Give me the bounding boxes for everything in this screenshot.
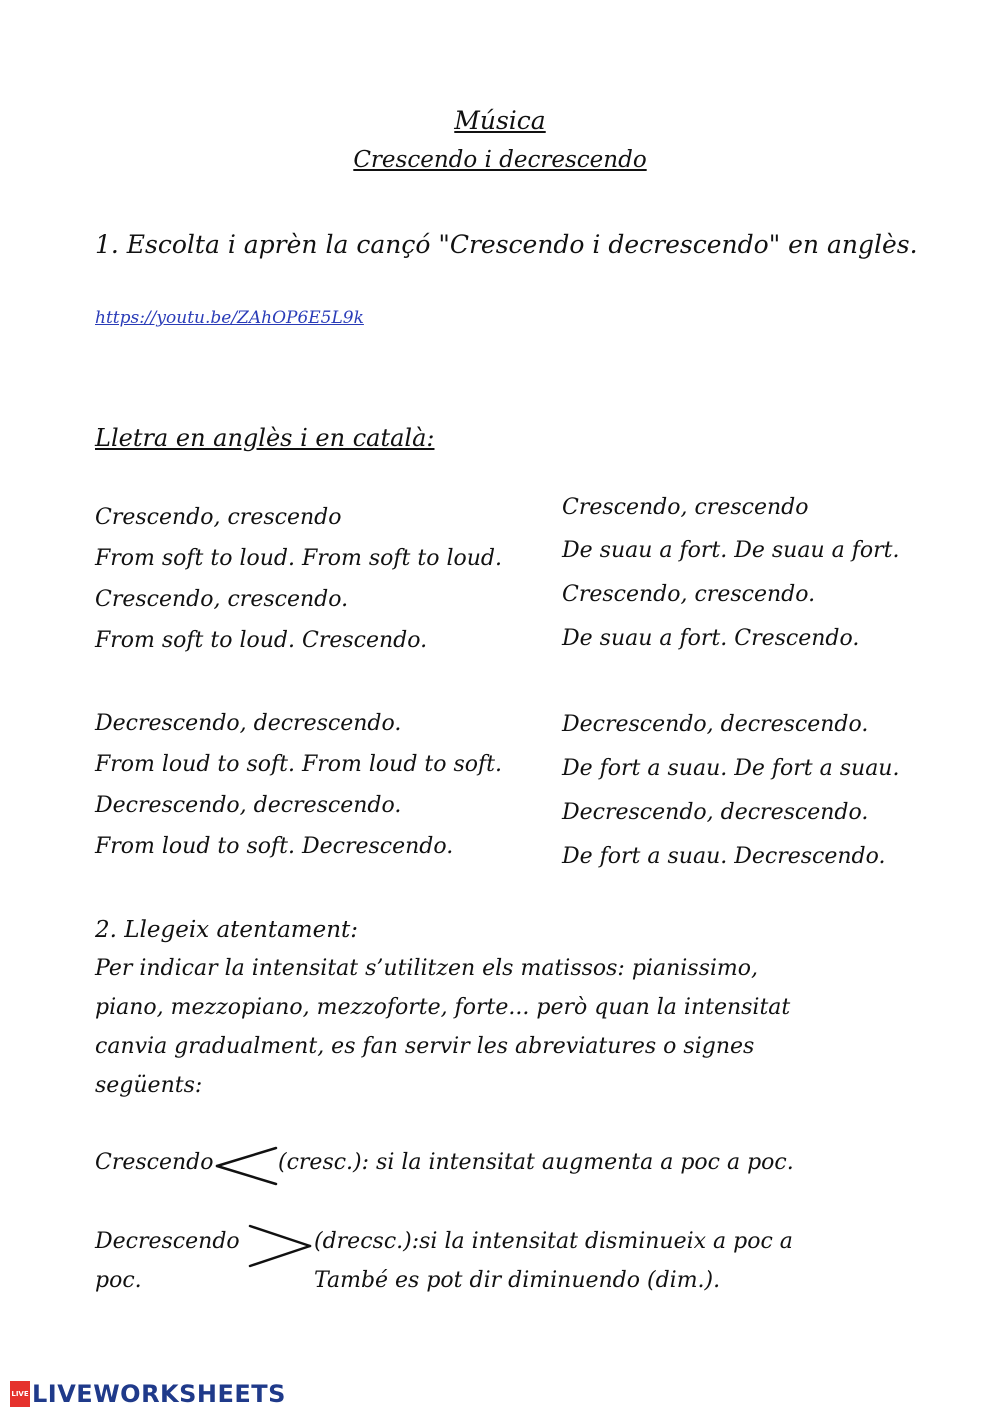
decrescendo-description-continuation: També es pot dir diminuendo (dim.). [314,1268,721,1293]
paragraph-line: piano, mezzopiano, mezzoforte, forte... però quan la intensitat [95,995,791,1020]
lyric-line-ca: Crescendo, crescendo. [562,582,816,607]
lyric-line-ca: De fort a suau. De fort a suau. [562,756,900,781]
paragraph-line: Per indicar la intensitat s’utilitzen els matissos: pianissimo, [95,956,758,981]
brand-name: LIVEWORKSHEETS [32,1380,286,1408]
brand-logo[interactable] [10,1380,286,1408]
lyric-line-en: Decrescendo, decrescendo. [95,711,402,736]
lyric-line-ca: De suau a fort. Crescendo. [562,626,860,651]
lyric-line-en: Crescendo, crescendo [95,505,342,530]
crescendo-description: (cresc.): si la intensitat augmenta a poc a poc. [278,1150,794,1175]
lyric-line-ca: De suau a fort. De suau a fort. [562,538,900,563]
lyrics-heading: Lletra en anglès i en català: [95,424,435,452]
lyric-line-ca: Decrescendo, decrescendo. [562,712,869,737]
paragraph-line: següents: [95,1073,203,1098]
crescendo-label: Crescendo [95,1150,214,1175]
lyric-line-en: From soft to loud. From soft to loud. [95,546,502,571]
crescendo-hairpin-icon [214,1144,278,1188]
page-title: Música [454,106,546,135]
brand-badge [10,1381,30,1407]
lyric-line-ca: Crescendo, crescendo [562,495,809,520]
video-link[interactable]: https://youtu.be/ZAhOP6E5L9k [95,308,364,328]
section2-heading: 2. Llegeix atentament: [95,917,359,943]
decrescendo-description: (drecsc.):si la intensitat disminueix a poc a [314,1229,793,1254]
paragraph-line: canvia gradualment, es fan servir les abreviatures o signes [95,1034,755,1059]
page-subtitle: Crescendo i decrescendo [353,147,647,173]
decrescendo-label-continuation: poc. [95,1268,142,1293]
lyric-line-en: From loud to soft. Decrescendo. [95,834,454,859]
decrescendo-label: Decrescendo [95,1229,240,1254]
lyric-line-ca: Decrescendo, decrescendo. [562,800,869,825]
lyric-line-en: From soft to loud. Crescendo. [95,628,428,653]
lyric-line-ca: De fort a suau. Decrescendo. [562,844,886,869]
section1-heading: 1. Escolta i aprèn la cançó "Crescendo i decrescendo" en anglès. [95,230,918,259]
lyric-line-en: From loud to soft. From loud to soft. [95,752,502,777]
decrescendo-hairpin-icon [246,1222,314,1270]
lyric-line-en: Decrescendo, decrescendo. [95,793,402,818]
brand-badge-text: LIVE [11,1390,29,1398]
lyric-line-en: Crescendo, crescendo. [95,587,349,612]
